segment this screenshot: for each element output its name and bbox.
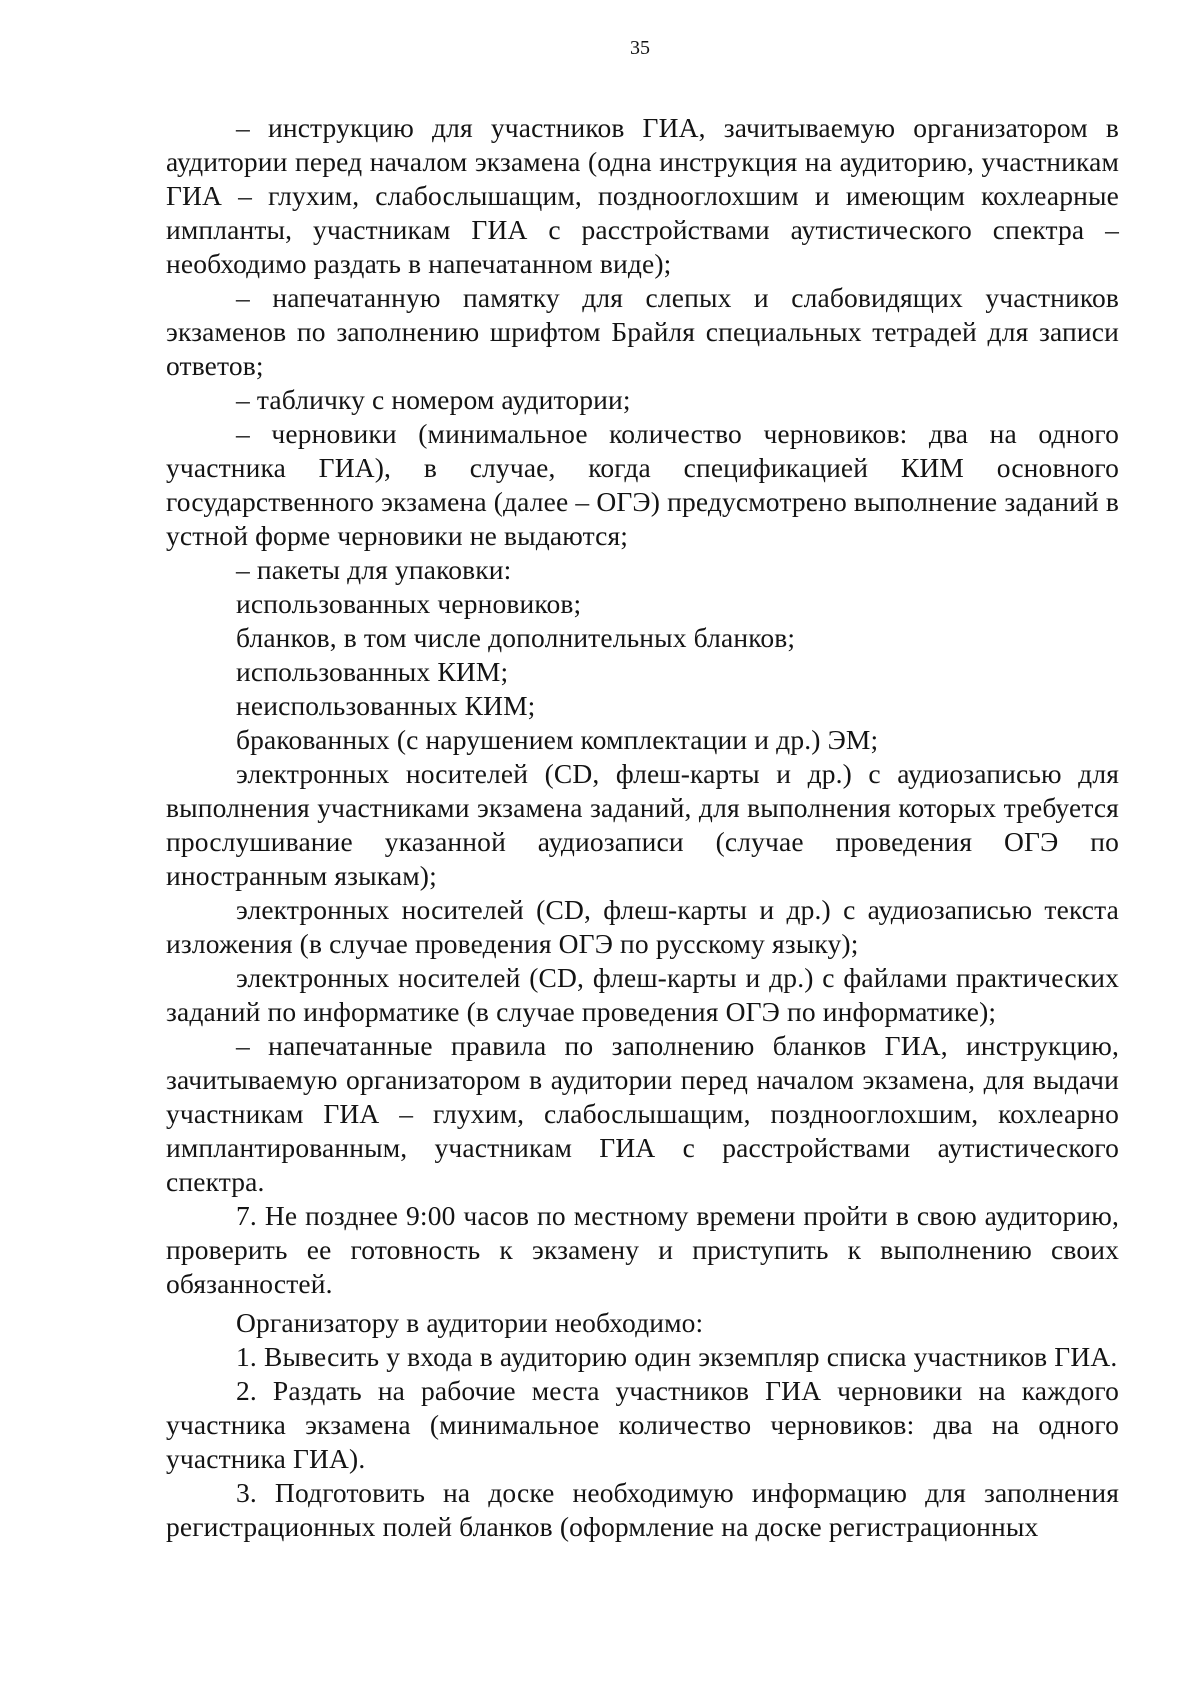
page-number: 35: [630, 37, 650, 59]
paragraph-unused-kim: неиспользованных КИМ;: [236, 690, 536, 721]
paragraph-room-sign: – табличку с номером аудитории;: [236, 384, 631, 415]
paragraph-drafts: – черновики (минимальное количество черновиков: два на одного участника ГИА), в случае, когда спецификацией КИМ основного государственного экзамена (далее – ОГЭ) предусмотрено выполнение заданий в устной форме черновики не выдаются;: [166, 418, 1119, 551]
paragraph-step-2: 2. Раздать на рабочие места участников ГИА черновики на каждого участника экзамена (минимальное количество черновиков: два на одного участника ГИА).: [166, 1375, 1119, 1474]
paragraph-packets-heading: – пакеты для упаковки:: [236, 554, 512, 585]
paragraph-item-7: 7. Не позднее 9:00 часов по местному времени пройти в свою аудиторию, проверить ее готовность к экзамену и приступить к выполнению своих обязанностей.: [166, 1200, 1119, 1299]
paragraph-used-kim: использованных КИМ;: [236, 656, 509, 687]
paragraph-braille-memo: – напечатанную памятку для слепых и слабовидящих участников экзаменов по заполнению шрифтом Брайля специальных тетрадей для записи ответов;: [166, 282, 1119, 381]
paragraph-forms: бланков, в том числе дополнительных бланков;: [236, 622, 796, 653]
document-body: [166, 111, 1119, 1544]
paragraph-used-drafts: использованных черновиков;: [236, 588, 582, 619]
paragraph-organizer-heading: Организатору в аудитории необходимо:: [236, 1307, 704, 1338]
paragraph-step-1: 1. Вывесить у входа в аудиторию один экземпляр списка участников ГИА.: [236, 1341, 1118, 1372]
paragraph-media-informatics: электронных носителей (CD, флеш-карты и др.) с файлами практических заданий по информатике (в случае проведения ОГЭ по информатике);: [166, 962, 1119, 1027]
paragraph-printed-rules: – напечатанные правила по заполнению бланков ГИА, инструкцию, зачитываемую организатором в аудитории перед началом экзамена, для выдачи участникам ГИА – глухим, слабослышащим, позднооглохшим, кохлеарно имплантированным, участникам ГИА с расстройствами аутистического спектра.: [166, 1030, 1119, 1197]
paragraph-media-foreign: электронных носителей (CD, флеш-карты и др.) с аудиозаписью для выполнения участниками экзамена заданий, для выполнения которых требуется прослушивание указанной аудиозаписи (случае проведения ОГЭ по иностранным языкам);: [166, 758, 1119, 891]
paragraph-step-3: 3. Подготовить на доске необходимую информацию для заполнения регистрационных полей бланков (оформление на доске регистрационных: [166, 1477, 1119, 1542]
paragraph-defective-em: бракованных (с нарушением комплектации и др.) ЭМ;: [236, 724, 879, 755]
paragraph-media-russian: электронных носителей (CD, флеш-карты и др.) с аудиозаписью текста изложения (в случае проведения ОГЭ по русскому языку);: [166, 894, 1119, 959]
paragraph-instruction: – инструкцию для участников ГИА, зачитываемую организатором в аудитории перед началом экзамена (одна инструкция на аудиторию, участникам ГИА – глухим, слабослышащим, позднооглохшим и имеющим кохлеарные импланты, участникам ГИА с расстройствами аутистического спектра – необходимо раздать в напечатанном виде);: [166, 112, 1119, 279]
